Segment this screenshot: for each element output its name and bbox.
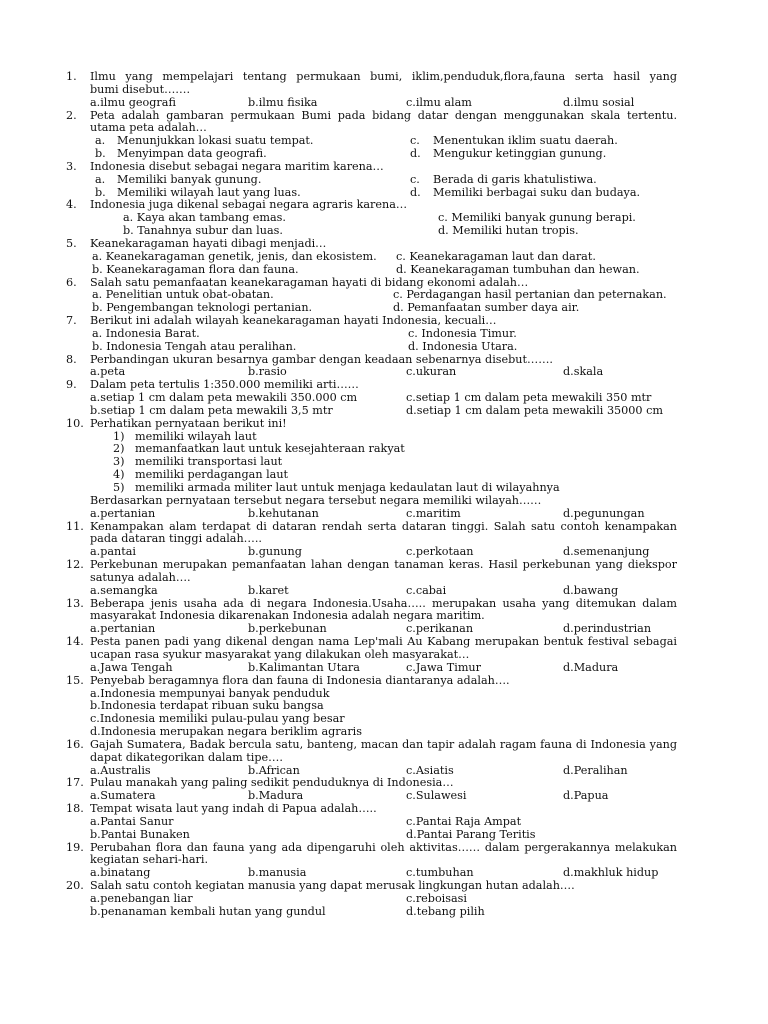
- answer-option: b.rasio: [248, 365, 287, 379]
- answer-option: Memiliki berbagai suku dan budaya.: [433, 185, 641, 199]
- answer-option: Menyimpan data geografi.: [117, 147, 267, 161]
- answer-option: c.perkotaan: [406, 545, 474, 559]
- answer-option: b.Indonesia terdapat ribuan suku bangsa: [90, 699, 324, 713]
- question-text: masyarakat Indonesia dikarenakan Indonesia adalah negara maritim.: [90, 609, 485, 623]
- answer-options-row: [0, 906, 768, 919]
- answer-options-row: [0, 341, 768, 354]
- question-1: [0, 71, 768, 110]
- answer-option: d.ilmu sosial: [563, 95, 635, 109]
- option-letter: d.: [410, 185, 421, 199]
- question-9: [0, 379, 768, 418]
- answer-options-row: [0, 264, 768, 277]
- answer-option: a.peta: [90, 365, 126, 379]
- answer-option: c.ukuran: [406, 365, 457, 379]
- option-letter: b.: [95, 185, 106, 199]
- question-20: [0, 880, 768, 919]
- answer-option: Mengukur ketinggian gunung.: [433, 147, 607, 161]
- answer-options-row: [0, 148, 768, 161]
- question-14: [0, 636, 768, 675]
- answer-options-row: [0, 893, 768, 906]
- answer-option: b.ilmu fisika: [248, 95, 318, 109]
- answer-option: Menunjukkan lokasi suatu tempat.: [117, 134, 314, 148]
- question-number: 17.: [66, 776, 84, 790]
- answer-options-row: [0, 251, 768, 264]
- question-text: Kenampakan alam terdapat di dataran rendah serta dataran tinggi. Salah satu contoh kenampakan: [90, 520, 677, 533]
- statement-number: 4): [113, 468, 125, 482]
- answer-options-row: [0, 405, 768, 418]
- answer-option: a. Penelitian untuk obat-obatan.: [92, 288, 274, 302]
- question-text-line: [0, 122, 768, 135]
- question-number: 12.: [66, 558, 84, 572]
- answer-option: d.Peralihan: [563, 763, 628, 777]
- answer-option: b.Kalimantan Utara: [248, 660, 360, 674]
- question-16: [0, 739, 768, 778]
- question-text-line: [0, 649, 768, 662]
- statement-number: 1): [113, 429, 125, 443]
- answer-option: c.Pantai Raja Ampat: [406, 814, 522, 828]
- question-text: Perkebunan merupakan pemanfaatan lahan dengan tanaman keras. Hasil perkebunan yang diekspor: [90, 559, 677, 572]
- answer-option: a.penebangan liar: [90, 892, 193, 905]
- answer-option: c.cabai: [406, 583, 447, 597]
- question-text: Berikut ini adalah wilayah keanekaragaman hayati Indonesia, kecuali…: [90, 314, 497, 328]
- question-4: [0, 199, 768, 238]
- question-text-line: [0, 803, 768, 816]
- answer-option: a.ilmu geografi: [90, 95, 176, 109]
- statement-text: memanfaatkan laut untuk kesejahteraan rakyat: [135, 442, 405, 456]
- question-text: Perbandingan ukuran besarnya gambar dengan keadaan sebenarnya disebut…….: [90, 352, 553, 366]
- question-15: [0, 675, 768, 739]
- question-text-line: [0, 739, 768, 752]
- question-number: 15.: [66, 673, 84, 687]
- question-text: satunya adalah….: [90, 570, 191, 584]
- answer-options-row: [0, 97, 768, 110]
- question-text: bumi disebut…….: [90, 82, 191, 96]
- question-text: Peta adalah gambaran permukaan Bumi pada bidang datar dengan menggunakan skala tertentu.: [90, 109, 677, 122]
- answer-option: b.Madura: [248, 789, 304, 803]
- question-8: [0, 354, 768, 380]
- question-12: [0, 559, 768, 598]
- answer-options-row: [0, 508, 768, 521]
- answer-option: b.perkebunan: [248, 622, 327, 636]
- question-text-line: [0, 315, 768, 328]
- answer-option: c.tumbuhan: [406, 866, 474, 880]
- question-text-line: [0, 559, 768, 572]
- statement-text: memiliki transportasi laut: [135, 455, 283, 469]
- question-6: [0, 277, 768, 316]
- answer-option: a.pertanian: [90, 506, 156, 520]
- question-text-line: [0, 199, 768, 212]
- option-letter: b.: [95, 147, 106, 161]
- question-text: Gajah Sumatera, Badak bercula satu, banteng, macan dan tapir adalah ragam fauna di Indonesia yang: [90, 738, 677, 751]
- answer-option: d.Indonesia merupakan negara beriklim agraris: [90, 725, 362, 739]
- question-number: 18.: [66, 802, 84, 816]
- question-text: ucapan rasa syukur masyarakat yang dilakukan oleh masyarakat…: [90, 647, 470, 661]
- statement-text: memiliki perdagangan laut: [135, 468, 289, 482]
- question-17: [0, 777, 768, 803]
- answer-option: d. Indonesia Utara.: [408, 339, 518, 353]
- answer-options-row: [0, 662, 768, 675]
- answer-option: b.Pantai Bunaken: [90, 827, 190, 841]
- question-text: pada dataran tinggi adalah…..: [90, 532, 262, 546]
- answer-option: a.Australis: [90, 763, 151, 777]
- answer-option: a.binatang: [90, 866, 151, 880]
- question-number: 10.: [66, 416, 84, 430]
- question-text: Indonesia juga dikenal sebagai negara agraris karena…: [90, 198, 408, 212]
- question-text: Tempat wisata laut yang indah di Papua adalah…..: [90, 802, 377, 816]
- question-text-line: [0, 418, 768, 431]
- option-letter: c.: [410, 134, 420, 148]
- answer-option: Memiliki banyak gunung.: [117, 172, 262, 186]
- answer-option: d.makhluk hidup: [563, 866, 659, 880]
- question-text-line: [0, 572, 768, 585]
- statement-text: memiliki armada militer laut untuk menjaga kedaulatan laut di wilayahnya: [135, 481, 560, 494]
- question-number: 7.: [66, 314, 77, 328]
- answer-option: a.Pantai Sanur: [90, 814, 174, 828]
- option-letter: a.: [95, 134, 106, 148]
- answer-option: c.maritim: [406, 506, 461, 520]
- answer-option: c.ilmu alam: [406, 95, 472, 109]
- answer-options-row: [0, 392, 768, 405]
- answer-options-row: [0, 585, 768, 598]
- question-text-line: [0, 161, 768, 174]
- answer-option: Memiliki wilayah laut yang luas.: [117, 185, 301, 199]
- answer-option: Menentukan iklim suatu daerah.: [433, 134, 618, 148]
- answer-option: a.Sumatera: [90, 789, 156, 803]
- answer-option: c. Perdagangan hasil pertanian dan peternakan.: [393, 288, 667, 302]
- exam-document: [0, 71, 768, 919]
- option-letter: d.: [410, 147, 421, 161]
- answer-option: b. Tanahnya subur dan luas.: [123, 224, 283, 238]
- question-text: Salah satu contoh kegiatan manusia yang dapat merusak lingkungan hutan adalah….: [90, 879, 575, 893]
- answer-option: d.semenanjung: [563, 545, 650, 559]
- question-follow-up: Berdasarkan pernyataan tersebut negara tersebut negara memiliki wilayah……: [90, 493, 542, 507]
- answer-option: d. Memiliki hutan tropis.: [438, 224, 579, 238]
- answer-option: c.Jawa Timur: [406, 660, 481, 674]
- answer-option: d. Pemanfaatan sumber daya air.: [393, 301, 580, 315]
- question-text: dapat dikategorikan dalam tipe….: [90, 750, 283, 764]
- question-number: 14.: [66, 635, 84, 649]
- answer-option: d.pegunungan: [563, 506, 645, 520]
- answer-option: d. Keanekaragaman tumbuhan dan hewan.: [396, 262, 640, 276]
- question-number: 6.: [66, 275, 77, 289]
- answer-options-row: [0, 328, 768, 341]
- question-text: Perhatikan pernyataan berikut ini!: [90, 416, 287, 430]
- question-7: [0, 315, 768, 354]
- answer-option: d.Pantai Parang Teritis: [406, 827, 536, 841]
- question-text: utama peta adalah…: [90, 121, 207, 135]
- question-number: 9.: [66, 378, 77, 392]
- question-text: Salah satu pemanfaatan keanekaragaman hayati di bidang ekonomi adalah…: [90, 275, 529, 289]
- statement-number: 5): [113, 481, 125, 494]
- question-number: 8.: [66, 352, 77, 366]
- answer-options-row: [0, 829, 768, 842]
- answer-options-row: [0, 174, 768, 187]
- answer-option: b.manusia: [248, 866, 307, 880]
- option-letter: c.: [410, 172, 420, 186]
- answer-option: b. Keanekaragaman flora dan fauna.: [92, 262, 299, 276]
- statement-text: memiliki wilayah laut: [135, 429, 257, 443]
- question-number: 13.: [66, 596, 84, 610]
- statement-number: 3): [113, 455, 125, 469]
- answer-option: b. Pengembangan teknologi pertanian.: [92, 301, 313, 315]
- answer-option: a.setiap 1 cm dalam peta mewakili 350.000 cm: [90, 391, 358, 405]
- question-text: Pesta panen padi yang dikenal dengan nama Lep'mali Au Kabang merupakan bentuk festival sebagai: [90, 636, 677, 649]
- answer-option: c.Asiatis: [406, 763, 454, 777]
- answer-option: b.gunung: [248, 545, 302, 559]
- question-text-line: [0, 84, 768, 97]
- answer-option: b.karet: [248, 583, 289, 597]
- question-text: Pulau manakah yang paling sedikit penduduknya di Indonesia…: [90, 776, 454, 790]
- answer-option: b. Indonesia Tengah atau peralihan.: [92, 339, 297, 353]
- question-number: 2.: [66, 108, 77, 122]
- question-18: [0, 803, 768, 842]
- answer-options-row: [0, 623, 768, 636]
- answer-option: d.perindustrian: [563, 622, 652, 636]
- answer-option: a.Jawa Tengah: [90, 660, 173, 674]
- question-number: 16.: [66, 737, 84, 751]
- question-text: Perubahan flora dan fauna yang ada dipengaruhi oleh aktivitas…… dalam pergerakannya melakukan: [90, 841, 677, 854]
- answer-options-row: [0, 546, 768, 559]
- answer-option: c. Indonesia Timur.: [408, 326, 517, 340]
- statement-item: [0, 482, 768, 495]
- answer-option: b.kehutanan: [248, 506, 319, 520]
- answer-option: d.setiap 1 cm dalam peta mewakili 35000 cm: [406, 403, 663, 417]
- answer-option: d.Madura: [563, 660, 619, 674]
- question-number: 19.: [66, 840, 84, 854]
- answer-options-row: [0, 135, 768, 148]
- question-number: 20.: [66, 879, 84, 893]
- question-text-line: [0, 71, 768, 84]
- answer-option: b.setiap 1 cm dalam peta mewakili 3,5 mtr: [90, 403, 333, 417]
- answer-option: Berada di garis khatulistiwa.: [433, 172, 597, 186]
- answer-option: d.skala: [563, 365, 604, 379]
- question-text: Indonesia disebut sebagai negara maritim karena…: [90, 159, 384, 173]
- question-13: [0, 598, 768, 637]
- question-text-line: [0, 238, 768, 251]
- answer-options-row: [0, 212, 768, 225]
- answer-option: d.bawang: [563, 583, 619, 597]
- answer-option: c.Indonesia memiliki pulau-pulau yang besar: [90, 712, 345, 726]
- answer-option: d.Papua: [563, 789, 609, 803]
- answer-option: a. Indonesia Barat.: [92, 326, 200, 340]
- question-19: [0, 842, 768, 881]
- option-letter: a.: [95, 172, 106, 186]
- question-11: [0, 521, 768, 560]
- answer-option: a.semangka: [90, 583, 158, 597]
- answer-option: a.Indonesia mempunyai banyak penduduk: [90, 686, 330, 700]
- question-number: 11.: [66, 519, 84, 533]
- answer-option: b.penanaman kembali hutan yang gundul: [90, 904, 326, 918]
- question-text: Keanekaragaman hayati dibagi menjadi…: [90, 236, 327, 250]
- statement-number: 2): [113, 442, 125, 456]
- answer-option: c.perikanan: [406, 622, 474, 636]
- question-number: 1.: [66, 70, 77, 83]
- answer-option: c.setiap 1 cm dalam peta mewakili 350 mtr: [406, 391, 652, 405]
- answer-option: c. Keanekaragaman laut dan darat.: [396, 249, 596, 263]
- question-text-line: [0, 752, 768, 765]
- question-number: 5.: [66, 236, 77, 250]
- question-text: kegiatan sehari-hari.: [90, 853, 209, 867]
- question-10: [0, 418, 768, 521]
- question-text: Penyebab beragamnya flora dan fauna di Indonesia diantaranya adalah….: [90, 673, 510, 687]
- answer-option: c. Memiliki banyak gunung berapi.: [438, 211, 636, 225]
- question-5: [0, 238, 768, 277]
- answer-option: a.pertanian: [90, 622, 156, 636]
- answer-option: b.African: [248, 763, 300, 777]
- question-text-line: [0, 675, 768, 688]
- question-number: 4.: [66, 198, 77, 212]
- question-2: [0, 110, 768, 161]
- answer-option: a. Keanekaragaman genetik, jenis, dan ekosistem.: [92, 249, 377, 263]
- question-number: 3.: [66, 159, 77, 173]
- question-text: Ilmu yang mempelajari tentang permukaan bumi, iklim,penduduk,flora,fauna serta hasil yang: [90, 71, 677, 83]
- answer-option: a. Kaya akan tambang emas.: [123, 211, 286, 225]
- answer-option: d.tebang pilih: [406, 904, 485, 918]
- answer-options-row: [0, 726, 768, 739]
- answer-options-row: [0, 816, 768, 829]
- answer-option: a.pantai: [90, 545, 137, 559]
- question-text: Dalam peta tertulis 1:350.000 memiliki arti……: [90, 378, 359, 392]
- question-text: Beberapa jenis usaha ada di negara Indonesia.Usaha….. merupakan usaha yang ditemukan dalam: [90, 597, 677, 610]
- question-text-line: [0, 495, 768, 508]
- answer-option: c.Sulawesi: [406, 789, 467, 803]
- question-3: [0, 161, 768, 200]
- answer-option: c.reboisasi: [406, 892, 467, 905]
